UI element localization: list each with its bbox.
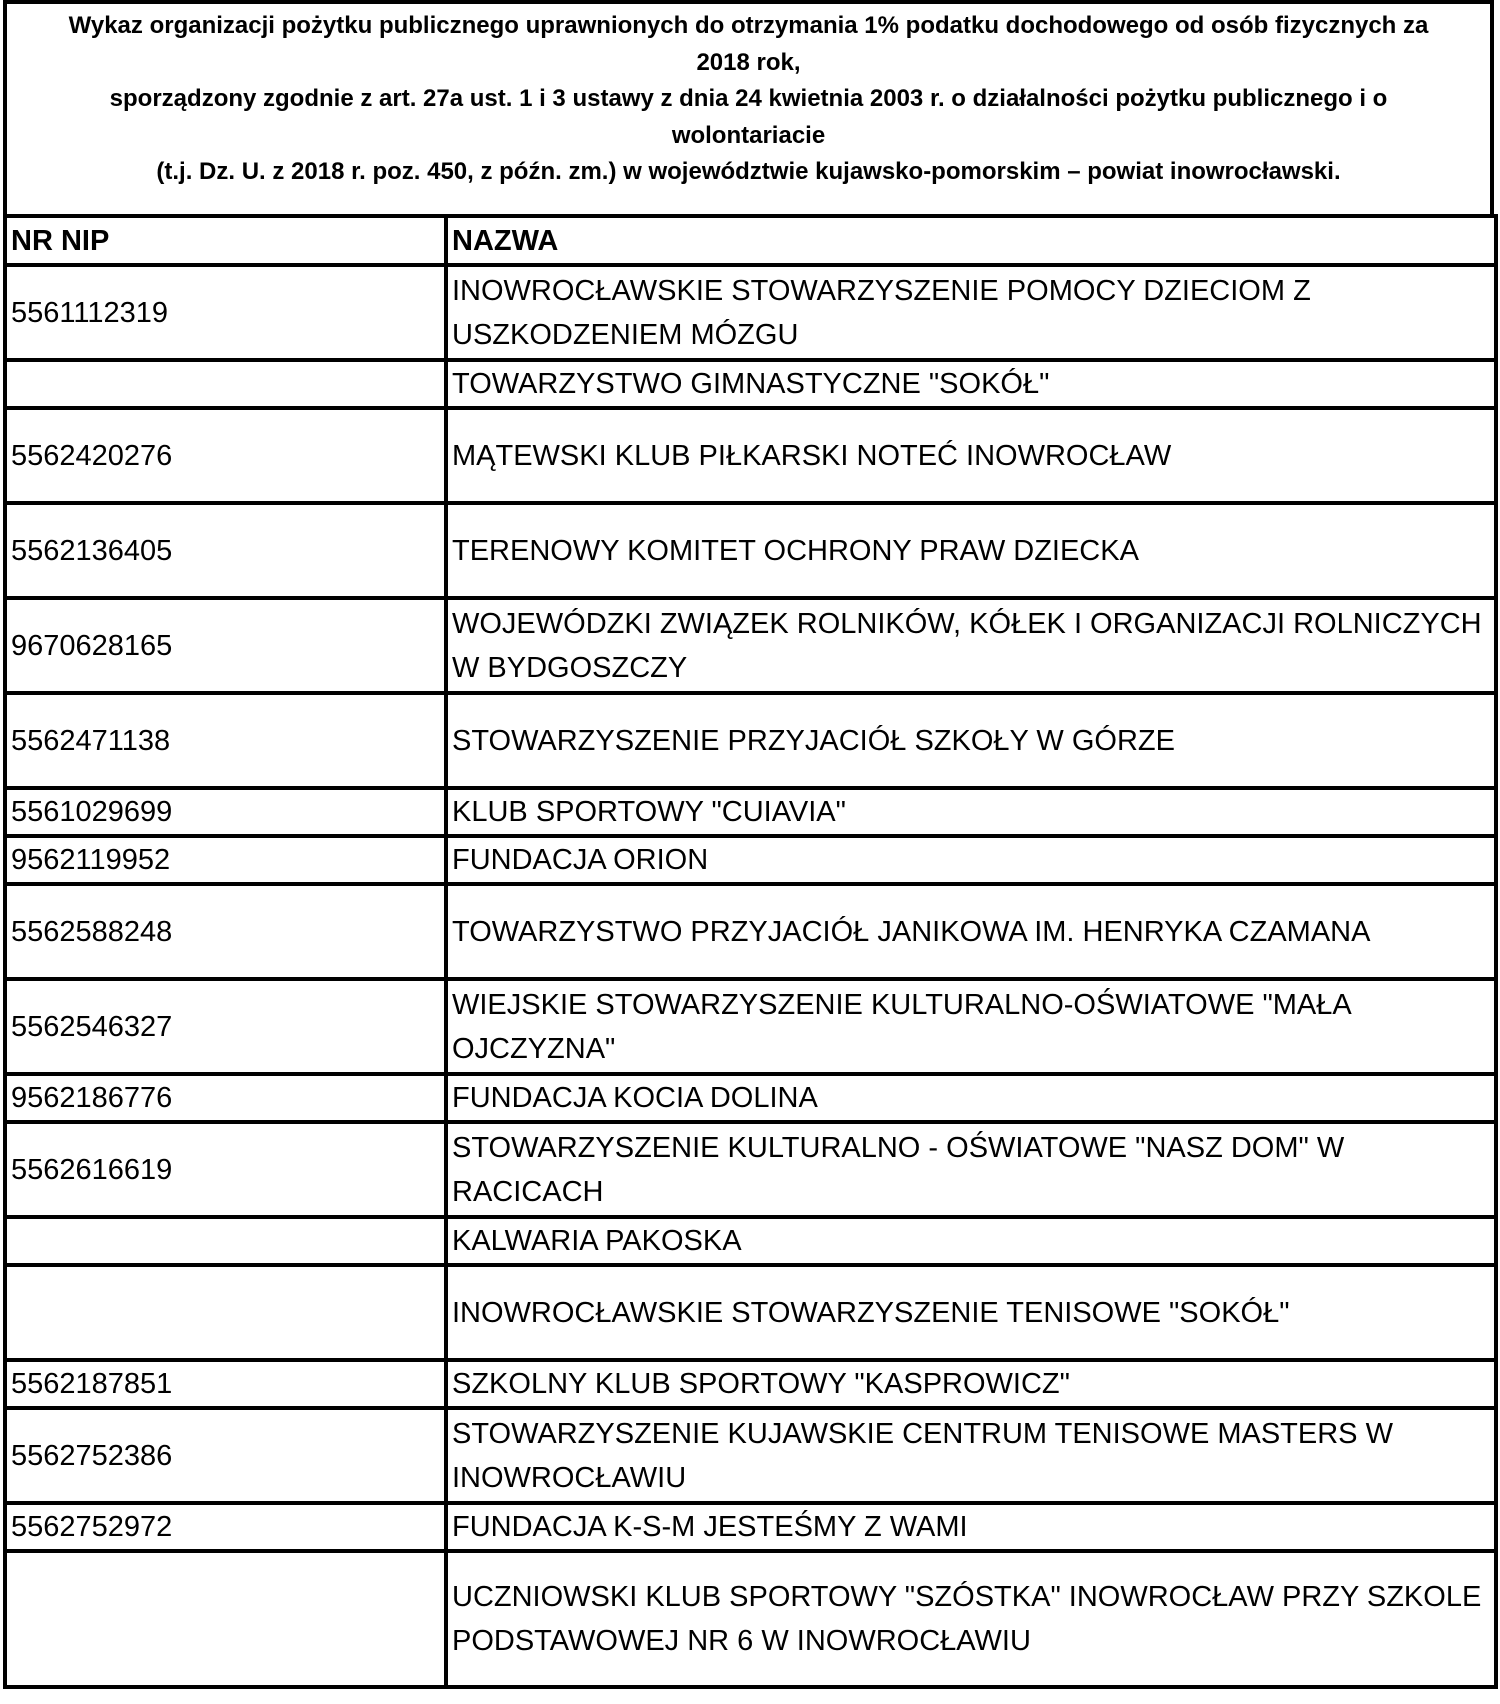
organizations-table — [3, 214, 1498, 1689]
table-row — [5, 1122, 1496, 1217]
name-cell: TOWARZYSTWO PRZYJACIÓŁ JANIKOWA IM. HENRYKA CZAMANA — [446, 884, 1496, 979]
nip-cell: 5562616619 — [5, 1122, 446, 1217]
header-line: (t.j. Dz. U. z 2018 r. poz. 450, z późn. zm.) w województwie kujawsko-pomorskim – powiat inowrocławski. — [156, 158, 1341, 185]
name-cell: STOWARZYSZENIE PRZYJACIÓŁ SZKOŁY W GÓRZE — [446, 693, 1496, 788]
nip-cell: 5562471138 — [5, 693, 446, 788]
name-cell: KLUB SPORTOWY "CUIAVIA" — [446, 788, 1496, 836]
nip-cell: 9562119952 — [5, 836, 446, 884]
name-cell: WIEJSKIE STOWARZYSZENIE KULTURALNO-OŚWIATOWE "MAŁA OJCZYZNA" — [446, 979, 1496, 1074]
nip-cell — [5, 1551, 446, 1687]
name-cell: STOWARZYSZENIE KUJAWSKIE CENTRUM TENISOWE MASTERS W INOWROCŁAWIU — [446, 1408, 1496, 1503]
table-row — [5, 1503, 1496, 1551]
table-row — [5, 884, 1496, 979]
table-row — [5, 1217, 1496, 1265]
table-row — [5, 503, 1496, 598]
document — [3, 0, 1494, 1700]
nip-cell: 5562420276 — [5, 408, 446, 503]
table-header-row — [5, 216, 1496, 265]
column-header-nip: NR NIP — [5, 216, 446, 265]
nip-cell — [5, 1265, 446, 1360]
name-cell: KALWARIA PAKOSKA — [446, 1217, 1496, 1265]
header-line: 2018 rok, — [696, 48, 801, 76]
table-row — [5, 360, 1496, 408]
nip-cell: 5562136405 — [5, 503, 446, 598]
nip-cell — [5, 360, 446, 408]
table-row — [5, 265, 1496, 360]
table-row — [5, 1074, 1496, 1122]
name-cell: WOJEWÓDZKI ZWIĄZEK ROLNIKÓW, KÓŁEK I ORGANIZACJI ROLNICZYCH W BYDGOSZCZY — [446, 598, 1496, 693]
nip-cell: 9670628165 — [5, 598, 446, 693]
header-line: sporządzony zgodnie z art. 27a ust. 1 i 3 ustawy z dnia 24 kwietnia 2003 r. o działalności pożytku publicznego i o — [109, 85, 1388, 112]
table-row — [5, 408, 1496, 503]
table-row — [5, 788, 1496, 836]
name-cell: TOWARZYSTWO GIMNASTYCZNE "SOKÓŁ" — [446, 360, 1496, 408]
name-cell: TERENOWY KOMITET OCHRONY PRAW DZIECKA — [446, 503, 1496, 598]
column-header-name: NAZWA — [446, 216, 1496, 265]
table-row — [5, 836, 1496, 884]
nip-cell: 9562186776 — [5, 1074, 446, 1122]
table-row — [5, 1408, 1496, 1503]
table-row — [5, 598, 1496, 693]
nip-cell: 5562546327 — [5, 979, 446, 1074]
name-cell: STOWARZYSZENIE KULTURALNO - OŚWIATOWE "NASZ DOM" W RACICACH — [446, 1122, 1496, 1217]
table-row — [5, 1265, 1496, 1360]
document-header — [3, 0, 1494, 214]
name-cell: SZKOLNY KLUB SPORTOWY "KASPROWICZ" — [446, 1360, 1496, 1408]
name-cell: UCZNIOWSKI KLUB SPORTOWY "SZÓSTKA" INOWROCŁAW PRZY SZKOLE PODSTAWOWEJ NR 6 W INOWROCŁAWIU — [446, 1551, 1496, 1687]
name-cell: FUNDACJA K-S-M JESTEŚMY Z WAMI — [446, 1503, 1496, 1551]
table-row — [5, 693, 1496, 788]
table-row — [5, 1360, 1496, 1408]
header-line: Wykaz organizacji pożytku publicznego uprawnionych do otrzymania 1% podatku dochodowego od osób fizycznych za — [68, 12, 1429, 39]
name-cell: INOWROCŁAWSKIE STOWARZYSZENIE TENISOWE "SOKÓŁ" — [446, 1265, 1496, 1360]
name-cell: MĄTEWSKI KLUB PIŁKARSKI NOTEĆ INOWROCŁAW — [446, 408, 1496, 503]
name-cell: FUNDACJA KOCIA DOLINA — [446, 1074, 1496, 1122]
nip-cell: 5562187851 — [5, 1360, 446, 1408]
nip-cell: 5561029699 — [5, 788, 446, 836]
nip-cell — [5, 1217, 446, 1265]
header-line: wolontariacie — [671, 121, 826, 149]
nip-cell: 5562588248 — [5, 884, 446, 979]
table-row — [5, 979, 1496, 1074]
name-cell: INOWROCŁAWSKIE STOWARZYSZENIE POMOCY DZIECIOM Z USZKODZENIEM MÓZGU — [446, 265, 1496, 360]
nip-cell: 5562752386 — [5, 1408, 446, 1503]
nip-cell: 5562752972 — [5, 1503, 446, 1551]
name-cell: FUNDACJA ORION — [446, 836, 1496, 884]
table-row — [5, 1551, 1496, 1687]
nip-cell: 5561112319 — [5, 265, 446, 360]
